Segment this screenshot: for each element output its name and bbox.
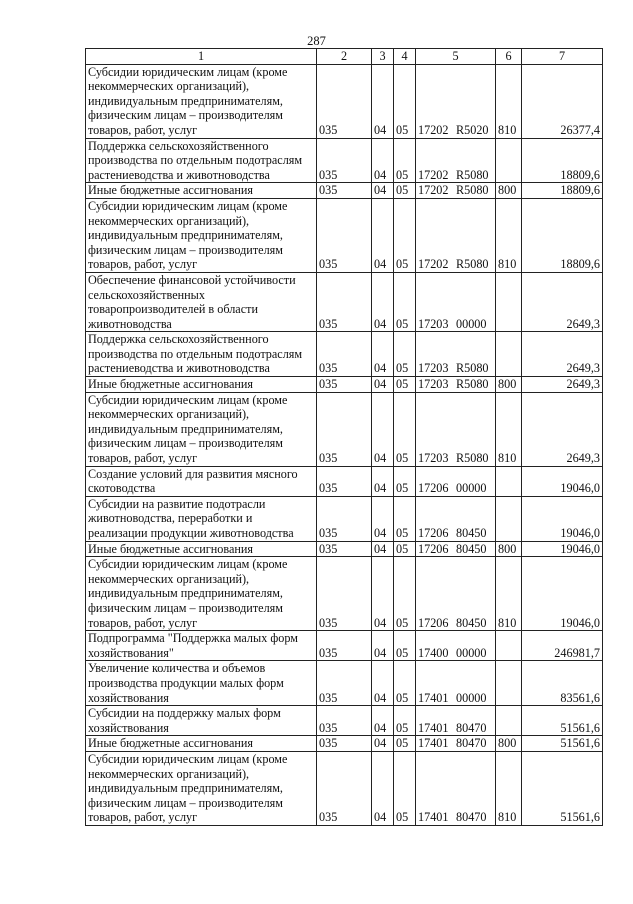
table-row	[86, 183, 603, 199]
table-row	[86, 661, 603, 706]
row-amount-cell: 51561,6	[522, 736, 603, 752]
row-name-cell: Субсидии юридическим лицам (кроме некоммерческих организаций), индивидуальным предпринимателям, физическим лицам – производителям товаров, работ, услуг	[86, 198, 317, 272]
row-subsection-cell: 05	[394, 557, 416, 631]
row-expense-type-cell: 810	[496, 751, 522, 825]
row-name-cell: Увеличение количества и объемов производства продукции малых форм хозяйствования	[86, 661, 317, 706]
row-section-cell: 04	[372, 272, 394, 331]
row-amount-cell: 19046,0	[522, 466, 603, 496]
target-article-code-part: R5080	[456, 257, 489, 272]
row-target-article-cell	[416, 332, 496, 377]
row-section-cell: 04	[372, 661, 394, 706]
target-article-code-part: 17202	[418, 183, 449, 198]
row-subsection-cell: 05	[394, 751, 416, 825]
row-subsection-cell: 05	[394, 198, 416, 272]
row-subsection-cell: 05	[394, 706, 416, 736]
row-expense-type-cell	[496, 661, 522, 706]
row-subsection-cell: 05	[394, 138, 416, 183]
row-grbs-cell: 035	[317, 496, 372, 541]
target-article-code-part: 17203	[418, 316, 449, 331]
row-amount-cell: 2649,3	[522, 377, 603, 393]
target-article-code-part: 00000	[456, 481, 487, 496]
page-number: 287	[307, 34, 326, 48]
row-target-article-cell	[416, 377, 496, 393]
row-name-cell: Субсидии юридическим лицам (кроме некоммерческих организаций), индивидуальным предпринимателям, физическим лицам – производителям товаров, работ, услуг	[86, 64, 317, 138]
row-section-cell: 04	[372, 198, 394, 272]
table-header-row	[86, 49, 603, 65]
table-row	[86, 272, 603, 331]
row-amount-cell: 18809,6	[522, 138, 603, 183]
row-name-cell: Субсидии юридическим лицам (кроме некоммерческих организаций), индивидуальным предпринимателям, физическим лицам – производителям товаров, работ, услуг	[86, 557, 317, 631]
row-expense-type-cell: 810	[496, 392, 522, 466]
target-article-code-part: 17206	[418, 615, 449, 630]
budget-table	[85, 48, 603, 826]
row-subsection-cell: 05	[394, 377, 416, 393]
table-row	[86, 466, 603, 496]
table-row	[86, 751, 603, 825]
row-target-article-cell	[416, 496, 496, 541]
target-article-code-part: 17202	[418, 257, 449, 272]
target-article-code-part: 00000	[456, 690, 487, 705]
target-article-code-part: 80450	[456, 526, 487, 540]
row-amount-cell: 18809,6	[522, 183, 603, 199]
row-expense-type-cell: 810	[496, 64, 522, 138]
row-amount-cell: 83561,6	[522, 661, 603, 706]
table-row	[86, 198, 603, 272]
row-amount-cell: 2649,3	[522, 332, 603, 377]
row-name-cell: Иные бюджетные ассигнования	[86, 541, 317, 557]
row-amount-cell: 51561,6	[522, 751, 603, 825]
target-article-code-part: R5020	[456, 122, 489, 137]
row-target-article-cell	[416, 557, 496, 631]
table-row	[86, 541, 603, 557]
table-row	[86, 332, 603, 377]
row-expense-type-cell: 810	[496, 198, 522, 272]
row-section-cell: 04	[372, 706, 394, 736]
target-article-code-part: 80470	[456, 720, 487, 735]
table-row	[86, 736, 603, 752]
row-name-cell: Субсидии на развитие подотрасли животноводства, переработки и реализации продукции животноводства	[86, 496, 317, 541]
row-subsection-cell: 05	[394, 183, 416, 199]
row-grbs-cell: 035	[317, 736, 372, 752]
row-subsection-cell: 05	[394, 392, 416, 466]
row-section-cell: 04	[372, 466, 394, 496]
row-name-cell: Субсидии юридическим лицам (кроме некоммерческих организаций), индивидуальным предпринимателям, физическим лицам – производителям товаров, работ, услуг	[86, 392, 317, 466]
target-article-code-part: 17400	[418, 645, 449, 660]
target-article-code-part: 00000	[456, 316, 487, 331]
row-grbs-cell: 035	[317, 332, 372, 377]
row-amount-cell: 2649,3	[522, 272, 603, 331]
target-article-code-part: 17401	[418, 810, 449, 825]
target-article-code-part: R5080	[456, 377, 489, 392]
row-expense-type-cell: 800	[496, 377, 522, 393]
row-subsection-cell: 05	[394, 272, 416, 331]
row-grbs-cell: 035	[317, 183, 372, 199]
row-target-article-cell	[416, 198, 496, 272]
target-article-code-part: 80470	[456, 810, 487, 825]
row-expense-type-cell: 800	[496, 541, 522, 557]
target-article-code-part: 17401	[418, 736, 449, 751]
row-expense-type-cell: 800	[496, 183, 522, 199]
target-article-code-part: 17203	[418, 377, 449, 392]
row-name-cell: Поддержка сельскохозяйственного производства по отдельным подотраслям растениеводства и животноводства	[86, 138, 317, 183]
row-amount-cell: 18809,6	[522, 198, 603, 272]
row-expense-type-cell	[496, 272, 522, 331]
row-grbs-cell: 035	[317, 466, 372, 496]
column-header: 4	[394, 49, 416, 65]
row-section-cell: 04	[372, 751, 394, 825]
row-subsection-cell: 05	[394, 736, 416, 752]
row-amount-cell: 19046,0	[522, 496, 603, 541]
row-grbs-cell: 035	[317, 631, 372, 661]
row-name-cell: Поддержка сельскохозяйственного производства по отдельным подотраслям растениеводства и животноводства	[86, 332, 317, 377]
row-name-cell: Иные бюджетные ассигнования	[86, 377, 317, 393]
row-target-article-cell	[416, 272, 496, 331]
target-article-code-part: 80450	[456, 541, 487, 556]
row-subsection-cell: 05	[394, 661, 416, 706]
row-target-article-cell	[416, 541, 496, 557]
target-article-code-part: 17401	[418, 690, 449, 705]
row-section-cell: 04	[372, 631, 394, 661]
column-header: 5	[416, 49, 496, 65]
row-expense-type-cell	[496, 138, 522, 183]
table-body	[86, 64, 603, 825]
row-expense-type-cell	[496, 706, 522, 736]
row-grbs-cell: 035	[317, 661, 372, 706]
row-amount-cell: 246981,7	[522, 631, 603, 661]
table-row	[86, 496, 603, 541]
target-article-code-part: 17203	[418, 451, 449, 466]
row-section-cell: 04	[372, 736, 394, 752]
row-subsection-cell: 05	[394, 332, 416, 377]
row-section-cell: 04	[372, 541, 394, 557]
row-name-cell: Иные бюджетные ассигнования	[86, 736, 317, 752]
target-article-code-part: 17401	[418, 720, 449, 735]
table-row	[86, 631, 603, 661]
row-expense-type-cell	[496, 466, 522, 496]
target-article-code-part: 17206	[418, 541, 449, 556]
row-section-cell: 04	[372, 496, 394, 541]
row-name-cell: Обеспечение финансовой устойчивости сельскохозяйственных товаропроизводителей в области животноводства	[86, 272, 317, 331]
row-target-article-cell	[416, 64, 496, 138]
row-subsection-cell: 05	[394, 631, 416, 661]
target-article-code-part: 80470	[456, 736, 487, 751]
row-section-cell: 04	[372, 183, 394, 199]
row-target-article-cell	[416, 631, 496, 661]
table-row	[86, 392, 603, 466]
table-row	[86, 377, 603, 393]
row-amount-cell: 2649,3	[522, 392, 603, 466]
row-target-article-cell	[416, 751, 496, 825]
target-article-code-part: 17206	[418, 526, 449, 540]
column-header: 3	[372, 49, 394, 65]
row-amount-cell: 19046,0	[522, 541, 603, 557]
row-target-article-cell	[416, 392, 496, 466]
row-name-cell: Создание условий для развития мясного скотоводства	[86, 466, 317, 496]
row-grbs-cell: 035	[317, 541, 372, 557]
row-name-cell: Подпрограмма "Поддержка малых форм хозяйствования"	[86, 631, 317, 661]
row-expense-type-cell	[496, 332, 522, 377]
target-article-code-part: 00000	[456, 645, 487, 660]
target-article-code-part: 17206	[418, 481, 449, 496]
row-grbs-cell: 035	[317, 138, 372, 183]
row-subsection-cell: 05	[394, 466, 416, 496]
row-section-cell: 04	[372, 557, 394, 631]
row-expense-type-cell: 800	[496, 736, 522, 752]
row-target-article-cell	[416, 183, 496, 199]
table-row	[86, 557, 603, 631]
row-section-cell: 04	[372, 138, 394, 183]
row-amount-cell: 19046,0	[522, 557, 603, 631]
row-grbs-cell: 035	[317, 751, 372, 825]
row-target-article-cell	[416, 736, 496, 752]
target-article-code-part: 80450	[456, 615, 487, 630]
row-grbs-cell: 035	[317, 198, 372, 272]
row-grbs-cell: 035	[317, 272, 372, 331]
row-grbs-cell: 035	[317, 64, 372, 138]
row-target-article-cell	[416, 706, 496, 736]
row-name-cell: Иные бюджетные ассигнования	[86, 183, 317, 199]
table-row	[86, 64, 603, 138]
row-amount-cell: 26377,4	[522, 64, 603, 138]
target-article-code-part: 17203	[418, 361, 449, 376]
row-target-article-cell	[416, 466, 496, 496]
row-section-cell: 04	[372, 392, 394, 466]
row-target-article-cell	[416, 138, 496, 183]
row-grbs-cell: 035	[317, 706, 372, 736]
row-section-cell: 04	[372, 377, 394, 393]
table-row	[86, 706, 603, 736]
target-article-code-part: R5080	[456, 451, 489, 466]
row-subsection-cell: 05	[394, 496, 416, 541]
row-grbs-cell: 035	[317, 392, 372, 466]
row-target-article-cell	[416, 661, 496, 706]
target-article-code-part: R5080	[456, 167, 489, 182]
column-header: 1	[86, 49, 317, 65]
target-article-code-part: 17202	[418, 122, 449, 137]
row-grbs-cell: 035	[317, 377, 372, 393]
table-row	[86, 138, 603, 183]
row-name-cell: Субсидии на поддержку малых форм хозяйствования	[86, 706, 317, 736]
row-name-cell: Субсидии юридическим лицам (кроме некоммерческих организаций), индивидуальным предпринимателям, физическим лицам – производителям товаров, работ, услуг	[86, 751, 317, 825]
row-expense-type-cell: 810	[496, 557, 522, 631]
row-expense-type-cell	[496, 631, 522, 661]
column-header: 6	[496, 49, 522, 65]
row-subsection-cell: 05	[394, 64, 416, 138]
target-article-code-part: R5080	[456, 183, 489, 198]
column-header: 2	[317, 49, 372, 65]
target-article-code-part: 17202	[418, 167, 449, 182]
row-expense-type-cell	[496, 496, 522, 541]
target-article-code-part: R5080	[456, 361, 489, 376]
row-section-cell: 04	[372, 64, 394, 138]
row-grbs-cell: 035	[317, 557, 372, 631]
column-header: 7	[522, 49, 603, 65]
row-subsection-cell: 05	[394, 541, 416, 557]
row-section-cell: 04	[372, 332, 394, 377]
row-amount-cell: 51561,6	[522, 706, 603, 736]
